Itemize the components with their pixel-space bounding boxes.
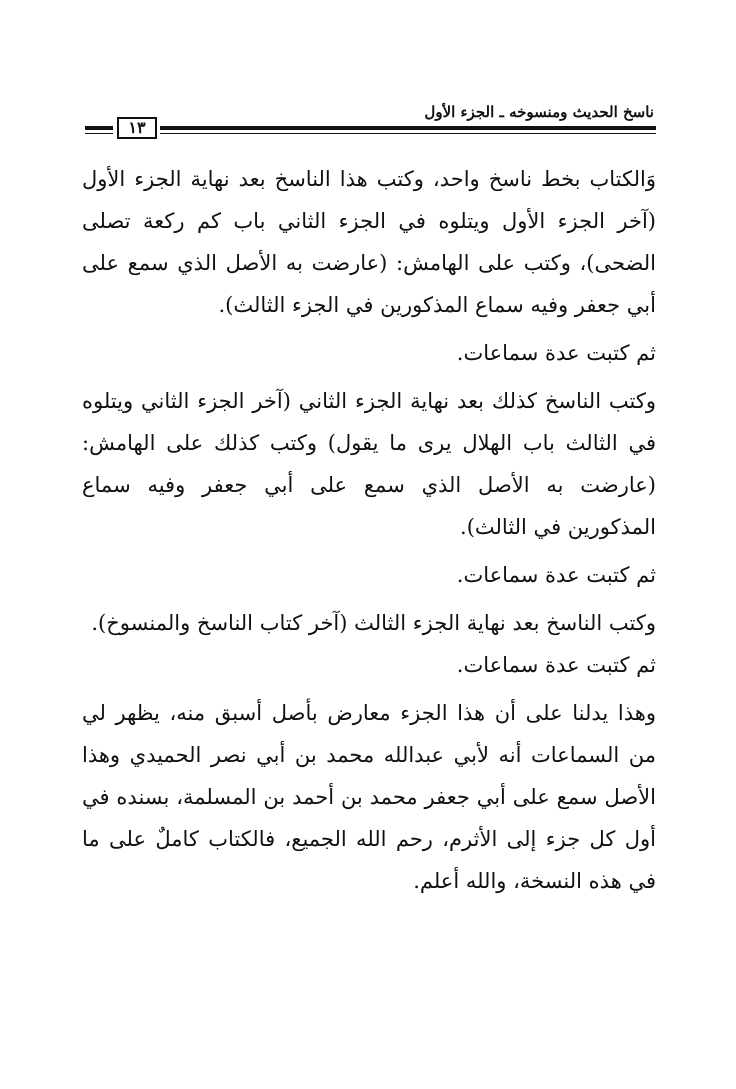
paragraph-part-three-end: وكتب الناسخ بعد نهاية الجزء الثالث (آخر كتاب الناسخ والمنسوخ). — [91, 611, 656, 635]
header-left-mark-thick — [85, 126, 113, 130]
body-text — [82, 158, 656, 902]
paragraph-samaat-note-1: ثم كتبت عدة سماعات. — [456, 341, 656, 365]
paragraph-manuscript-description: وَالكتاب بخط ناسخ واحد، وكتب هذا الناسخ بعد نهاية الجزء الأول (آخر الجزء الأول ويتلوه في الجزء الثاني باب كم ركعة تصلى الضحى)، وكتب على الهامش: (عارضت به الأصل الذي سمع على أبي جعفر وفيه سماع المذكورين في الجزء الثالث). — [82, 167, 656, 317]
paragraph-samaat-note-2: ثم كتبت عدة سماعات. — [456, 563, 656, 587]
paragraph-samaat-note-3: ثم كتبت عدة سماعات. — [456, 653, 656, 677]
page-number-box: ١٣ — [117, 117, 157, 139]
header-rule-thin — [160, 133, 656, 134]
header-rule-thick — [160, 126, 656, 130]
paragraph-part-two-end: وكتب الناسخ كذلك بعد نهاية الجزء الثاني (آخر الجزء الثاني ويتلوه في الثالث باب الهلال يرى ما يقول) وكتب كذلك على الهامش: (عارضت به الأصل الذي سمع على أبي جعفر وفيه سماع المذكورين في الثالث). — [82, 389, 656, 539]
header-left-mark-thin — [85, 133, 113, 134]
running-title: ناسخ الحديث ومنسوخه ـ الجزء الأول — [424, 103, 654, 121]
paragraph-conclusion: وهذا يدلنا على أن هذا الجزء معارض بأصل أسبق منه، يظهر لي من السماعات أنه لأبي عبدالله محمد بن أبي نصر الحميدي وهذا الأصل سمع على أبي جعفر محمد بن أحمد بن المسلمة، بسنده في أول كل جزء إلى الأثرم، رحم الله الجميع، فالكتاب كاملٌ على ما في هذه النسخة، والله أعلم. — [82, 701, 656, 893]
